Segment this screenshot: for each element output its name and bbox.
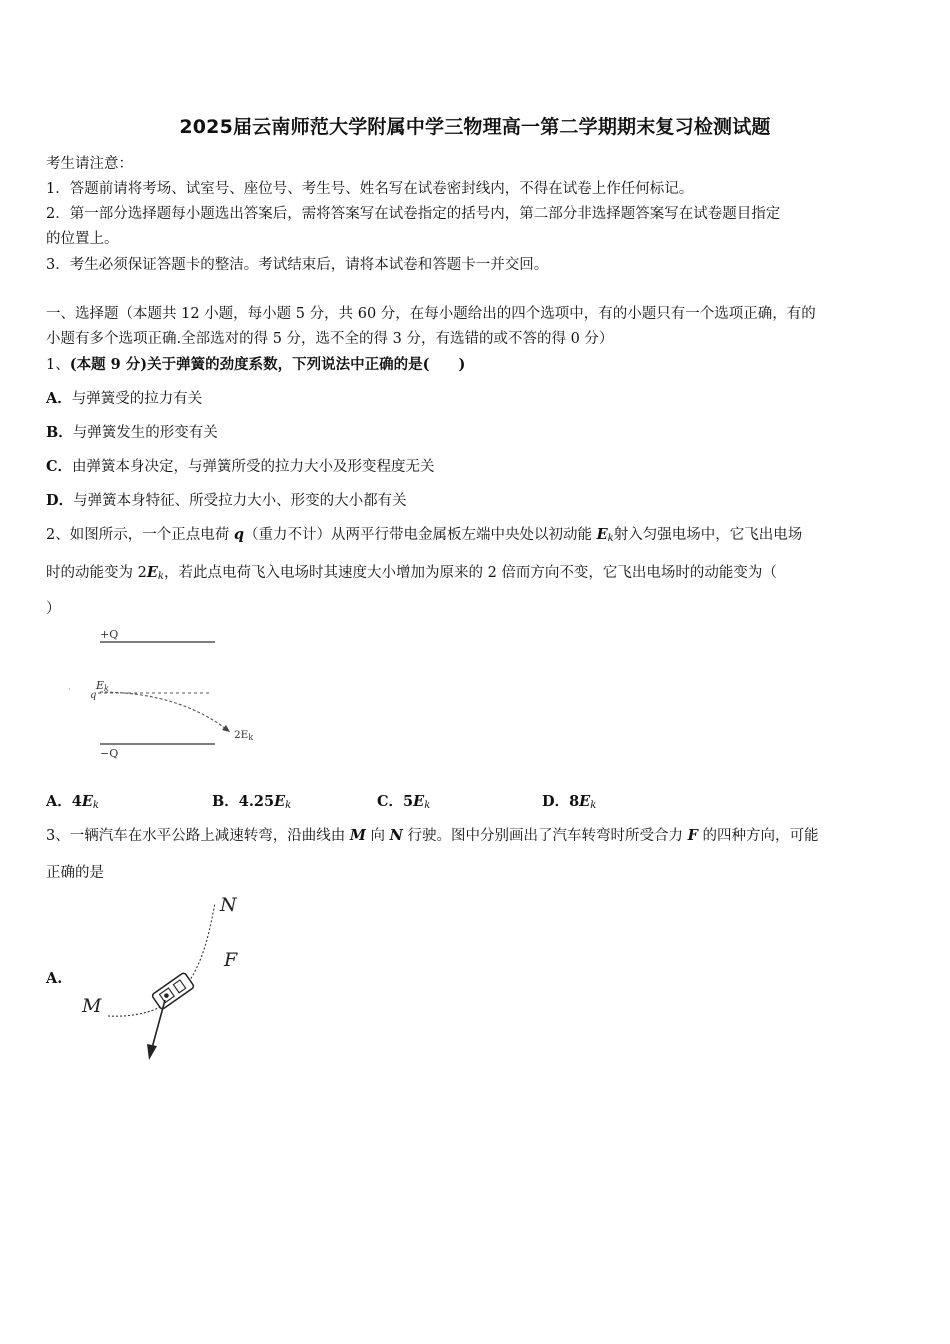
option-text: 与弹簧受的拉力有关 xyxy=(71,391,203,407)
energy-subscript: k xyxy=(590,800,597,811)
force-label: F xyxy=(224,949,238,971)
force-symbol: F xyxy=(687,827,698,844)
notice-item-1: 1．答题前请将考场、试室号、座位号、考生号、姓名写在试卷密封线内，不得在试卷上作任何标记。 xyxy=(46,181,694,197)
charge-label: q xyxy=(90,690,97,701)
question-2-option-b xyxy=(212,790,291,811)
text-segment: （重力不计）从两平行带电金属板左端中央处以初动能 xyxy=(243,527,597,543)
question-3-stem-line-2: 正确的是 xyxy=(46,865,104,881)
option-label: A． xyxy=(46,793,72,810)
option-text: 与弹簧本身特征、所受拉力大小、形变的大小都有关 xyxy=(73,493,407,509)
option-label: C． xyxy=(46,458,73,475)
notice-item-2: 2．第一部分选择题每小题选出答案后，需将答案写在试卷指定的括号内，第二部分非选择题答案写在试卷题目指定 xyxy=(46,206,781,222)
option-label: A． xyxy=(46,390,72,407)
point-m-symbol: M xyxy=(349,827,366,844)
section-heading-line-2: 小题有多个选项正确.全部选对的得 5 分，选不全的得 3 分，有选错的或不答的得 0 分） xyxy=(46,331,614,347)
option-label: B． xyxy=(212,793,239,810)
section-heading-line-1: 一、选择题（本题共 12 小题，每小题 5 分，共 60 分，在每小题给出的四个选项中，有的小题只有一个选项正确，有的 xyxy=(46,306,816,322)
car-turning-diagram xyxy=(70,888,260,1068)
text-segment: 的四种方向，可能 xyxy=(697,828,819,844)
point-n-label: N xyxy=(220,894,237,916)
question-1-text: (本题 9 分)关于弹簧的劲度系数，下列说法中正确的是( ) xyxy=(69,356,466,373)
energy-symbol: E xyxy=(146,564,158,581)
text-segment: 时的动能变为 2 xyxy=(46,565,147,581)
question-1-option-b xyxy=(46,421,218,442)
energy-subscript: k xyxy=(157,571,164,582)
option-value: 5 xyxy=(403,793,414,810)
notice-item-3: 3．考生必须保证答题卡的整洁。考试结束后，请将本试卷和答题卡一并交回。 xyxy=(46,257,549,273)
plate-top-label: +Q xyxy=(100,628,119,641)
text-segment: ，若此点电荷飞入电场时其速度大小增加为原来的 2 倍而方向不变，它飞出电场时的动能变为（ xyxy=(163,565,777,581)
question-2-stem-line-1 xyxy=(46,523,802,544)
question-3-option-a-label: A. xyxy=(46,970,63,987)
final-energy-label: 2Ek xyxy=(234,729,254,742)
option-value: 8 xyxy=(569,793,580,810)
energy-subscript: k xyxy=(424,800,431,811)
energy-subscript: k xyxy=(607,533,614,544)
option-label: D． xyxy=(542,793,570,810)
option-text: 由弹簧本身决定，与弹簧所受的拉力大小及形变程度无关 xyxy=(72,459,435,475)
notice-item-2-cont: 的位置上。 xyxy=(46,231,119,247)
force-arrow-head-icon xyxy=(147,1044,157,1060)
option-value: 4 xyxy=(71,793,82,810)
point-m-label: M xyxy=(82,995,102,1017)
energy-symbol: E xyxy=(81,793,93,810)
text-segment: 向 xyxy=(365,828,390,844)
question-2-stem-line-2 xyxy=(46,561,777,582)
question-2-option-c xyxy=(377,790,430,811)
text-segment: 3、一辆汽车在水平公路上减速转弯，沿曲线由 xyxy=(46,828,350,844)
question-1-number: 1、 xyxy=(46,357,70,373)
question-1-option-c xyxy=(46,455,435,476)
charge-symbol: q xyxy=(233,526,244,543)
option-text: 与弹簧发生的形变有关 xyxy=(72,425,218,441)
option-label: C． xyxy=(377,793,404,810)
point-n-symbol: N xyxy=(389,827,403,844)
text-segment: 行驶。图中分别画出了汽车转弯时所受合力 xyxy=(402,828,688,844)
energy-symbol: E xyxy=(413,793,425,810)
force-arrow xyxy=(152,1000,165,1048)
question-1-stem xyxy=(46,353,465,374)
question-2-option-a xyxy=(46,790,99,811)
question-1-option-d xyxy=(46,489,407,510)
plate-bottom-label: −Q xyxy=(100,747,119,760)
initial-energy-label: Ek xyxy=(96,679,109,693)
question-2-option-d xyxy=(542,790,596,811)
text-segment: 射入匀强电场中，它飞出电场 xyxy=(613,527,803,543)
trajectory-curve xyxy=(100,692,230,732)
parallel-plates-diagram xyxy=(60,620,270,765)
energy-subscript: k xyxy=(285,800,292,811)
option-value: 4.25 xyxy=(238,793,275,810)
question-2-stem-line-3: ） xyxy=(46,601,61,617)
energy-subscript: k xyxy=(92,800,99,811)
option-label: D． xyxy=(46,492,74,509)
energy-symbol: E xyxy=(579,793,591,810)
question-3-stem-line-1 xyxy=(46,824,819,845)
car-icon xyxy=(151,972,194,1010)
text-segment: 2、如图所示，一个正点电荷 xyxy=(46,527,234,543)
energy-symbol: E xyxy=(274,793,286,810)
arrow-head-icon xyxy=(222,725,230,732)
question-1-option-a xyxy=(46,387,202,408)
page-title: 2025届云南师范大学附属中学三物理高一第二学期期末复习检测试题 xyxy=(179,116,771,138)
dot-mark: · xyxy=(68,685,71,695)
energy-symbol: E xyxy=(596,526,608,543)
notice-heading: 考生请注意： xyxy=(46,156,133,172)
option-label: B． xyxy=(46,424,73,441)
